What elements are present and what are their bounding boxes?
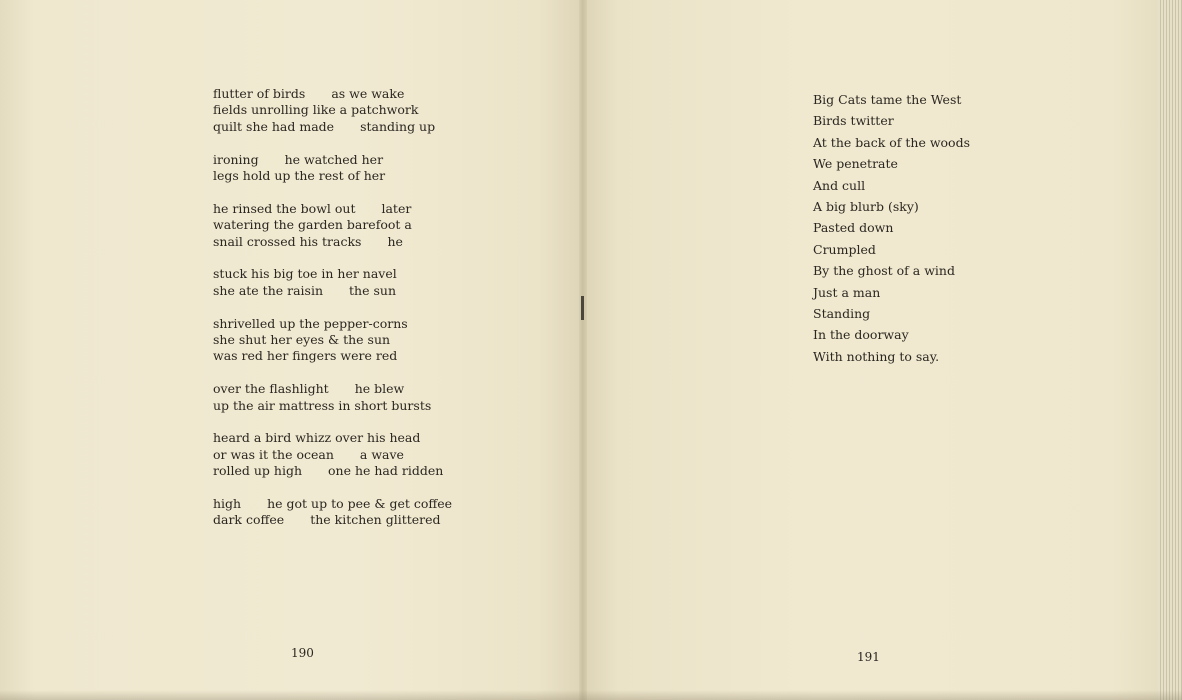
poem-line: flutter of birds as we wake [213,86,405,101]
poem-line: Pasted down [813,220,894,236]
poem-line: At the back of the woods [813,134,970,150]
stanza [213,496,452,529]
stanza [213,86,452,135]
binding-mark [581,296,584,320]
poem-line: Big Cats tame the West [813,92,962,107]
poem-line: We penetrate [813,156,898,172]
poem-line: With nothing to say. [813,348,940,364]
poem-line: she shut her eyes & the sun [213,332,391,348]
poem-line: dark coffee the kitchen glittered [213,512,441,528]
stanza [213,316,452,365]
poem-line: Standing [813,306,871,322]
left-page [0,0,584,700]
poem-line: shrivelled up the pepper-corns [213,315,408,331]
poem-line: or was it the ocean a wave [213,446,404,462]
poem-line: watering the garden barefoot a [213,217,412,233]
stanza [213,201,452,250]
poem-line: In the doorway [813,327,909,343]
poem-line: ironing he watched her [213,151,384,167]
poem-line: And cull [813,177,866,193]
stanza [213,381,452,414]
poem-line: Crumpled [813,241,876,257]
poem-line: By the ghost of a wind [813,263,955,279]
poem-line: she ate the raisin the sun [213,282,396,298]
page-number-left: 190 [291,646,314,660]
poem-line: Just a man [813,284,881,300]
poem-line: quilt she had made standing up [213,118,436,134]
poem-line: fields unrolling like a patchwork [213,102,419,118]
stanza [213,266,452,299]
stanza [213,430,452,479]
poem-line: A big blurb (sky) [813,199,919,215]
poem-line: he rinsed the bowl out later [213,200,412,216]
poem-line: up the air mattress in short bursts [213,397,432,413]
poem-line: heard a bird whizz over his head [213,430,421,446]
poem-line: snail crossed his tracks he [213,233,403,249]
poem-line: over the flashlight he blew [213,381,405,397]
poem-line: was red her fingers were red [213,348,398,364]
poem-line: rolled up high one he had ridden [213,463,444,479]
poem-line: legs hold up the rest of her [213,168,386,184]
poem-line: stuck his big toe in her navel [213,266,397,282]
book-gutter [579,0,587,700]
page-number-right: 191 [857,650,880,664]
stanza [213,152,452,185]
left-poem [213,86,452,545]
right-poem [813,89,970,367]
bottom-shadow [0,690,1182,700]
poem-line: high he got up to pee & get coffee [213,496,453,512]
poem-line: Birds twitter [813,113,894,129]
page-edges [1158,0,1182,700]
